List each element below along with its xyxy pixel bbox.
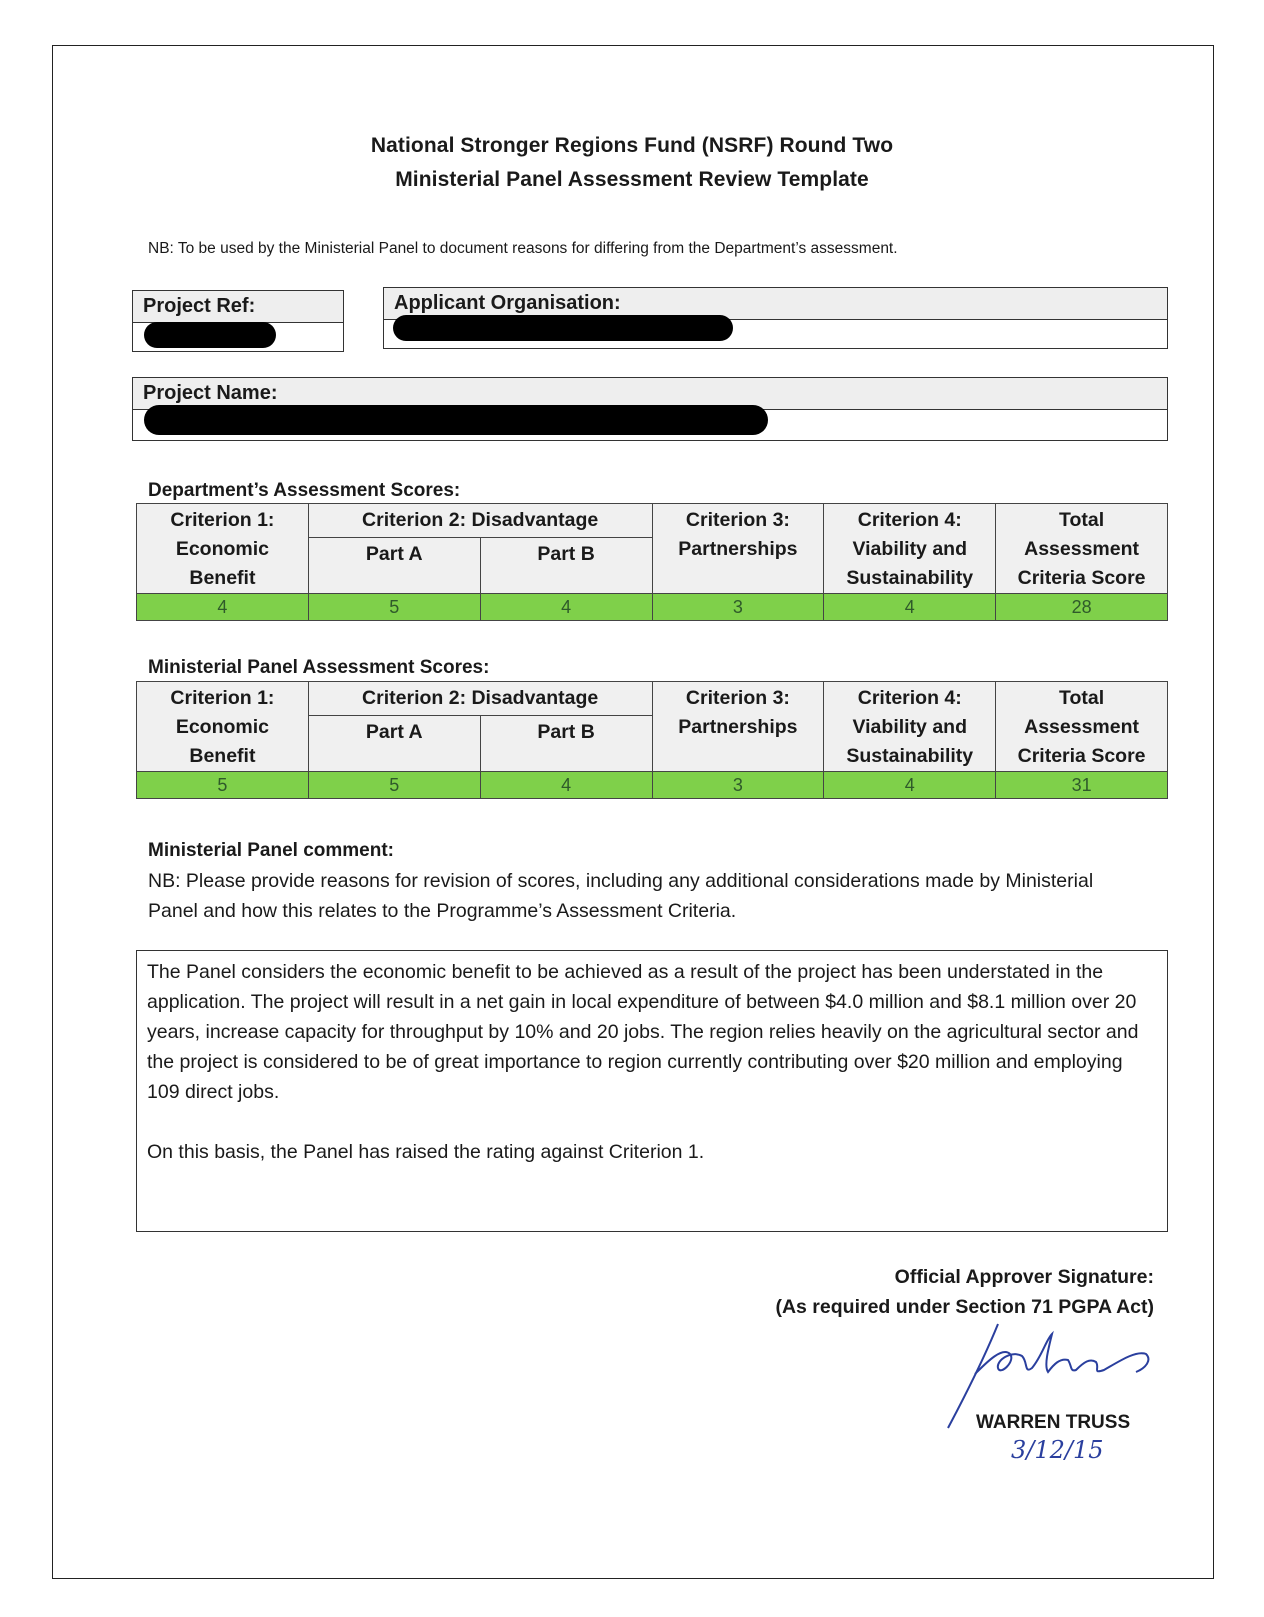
header-criterion-3: Criterion 3: Partnerships — [652, 504, 824, 594]
header-criterion-4: Criterion 4: Viability and Sustainability — [824, 504, 996, 594]
score-cell: 4 — [480, 772, 652, 799]
project-ref-label: Project Ref: — [133, 291, 343, 323]
document-subtitle: Ministerial Panel Assessment Review Template — [395, 168, 869, 191]
score-cell: 5 — [137, 772, 309, 799]
score-cell: 3 — [652, 772, 824, 799]
department-scores-label: Department’s Assessment Scores: — [148, 480, 461, 501]
score-cell: 5 — [308, 594, 480, 621]
comment-heading: Ministerial Panel comment: — [148, 840, 395, 861]
score-cell: 5 — [308, 772, 480, 799]
comment-box — [136, 950, 1168, 1232]
score-cell: 4 — [824, 594, 996, 621]
score-cell: 4 — [137, 594, 309, 621]
department-scores-table — [136, 503, 1168, 621]
panel-scores-table — [136, 681, 1168, 799]
total-score-cell: 28 — [996, 594, 1168, 621]
header-criterion-3: Criterion 3: Partnerships — [652, 682, 824, 772]
header-part-a: Part A — [308, 716, 480, 772]
header-part-a: Part A — [308, 538, 480, 594]
applicant-organisation-label: Applicant Organisation: — [384, 288, 1167, 320]
redaction-project-name — [144, 405, 768, 435]
total-score-cell: 31 — [996, 772, 1168, 799]
comment-instructions: NB: Please provide reasons for revision of scores, including any additional considerations made by Ministerial Panel and how this relates to the Programme’s Assessment Criteria. — [148, 870, 1094, 922]
header-criterion-2: Criterion 2: Disadvantage — [308, 504, 652, 538]
signatory-name: WARREN TRUSS — [976, 1412, 1131, 1433]
department-score-row — [137, 594, 1168, 621]
signature-date: 3/12/15 — [1011, 1436, 1104, 1464]
redaction-project-ref — [144, 322, 276, 348]
project-name-label: Project Name: — [133, 378, 1167, 410]
score-cell: 4 — [480, 594, 652, 621]
signature-heading: Official Approver Signature: (As required under Section 71 PGPA Act) — [775, 1266, 1154, 1318]
header-total-score: Total Assessment Criteria Score — [996, 682, 1168, 772]
header-total-score: Total Assessment Criteria Score — [996, 504, 1168, 594]
score-cell: 4 — [824, 772, 996, 799]
comment-paragraph: On this basis, the Panel has raised the rating against Criterion 1. — [147, 1141, 705, 1163]
panel-scores-label: Ministerial Panel Assessment Scores: — [148, 657, 490, 678]
usage-note: NB: To be used by the Ministerial Panel to document reasons for differing from the Department’s assessment. — [148, 240, 898, 257]
document-title: National Stronger Regions Fund (NSRF) Round Two — [370, 134, 894, 157]
panel-score-row — [137, 772, 1168, 799]
header-criterion-1: Criterion 1: Economic Benefit — [137, 504, 309, 594]
header-criterion-1: Criterion 1: Economic Benefit — [137, 682, 309, 772]
header-part-b: Part B — [480, 538, 652, 594]
comment-paragraph: The Panel considers the economic benefit to be achieved as a result of the project has been understated in the application. The project will result in a net gain in local expenditure of between $4.0 million and $8.1 million over 20 years, increase capacity for throughput by 10% and 20 jobs. The region relies heavily on the agricultural sector and the project is considered to be of great importance to region currently contributing over $20 million and employing 109 direct jobs. — [147, 961, 1139, 1103]
header-part-b: Part B — [480, 716, 652, 772]
score-cell: 3 — [652, 594, 824, 621]
header-criterion-2: Criterion 2: Disadvantage — [308, 682, 652, 716]
redaction-applicant-organisation — [393, 315, 733, 341]
header-criterion-4: Criterion 4: Viability and Sustainability — [824, 682, 996, 772]
